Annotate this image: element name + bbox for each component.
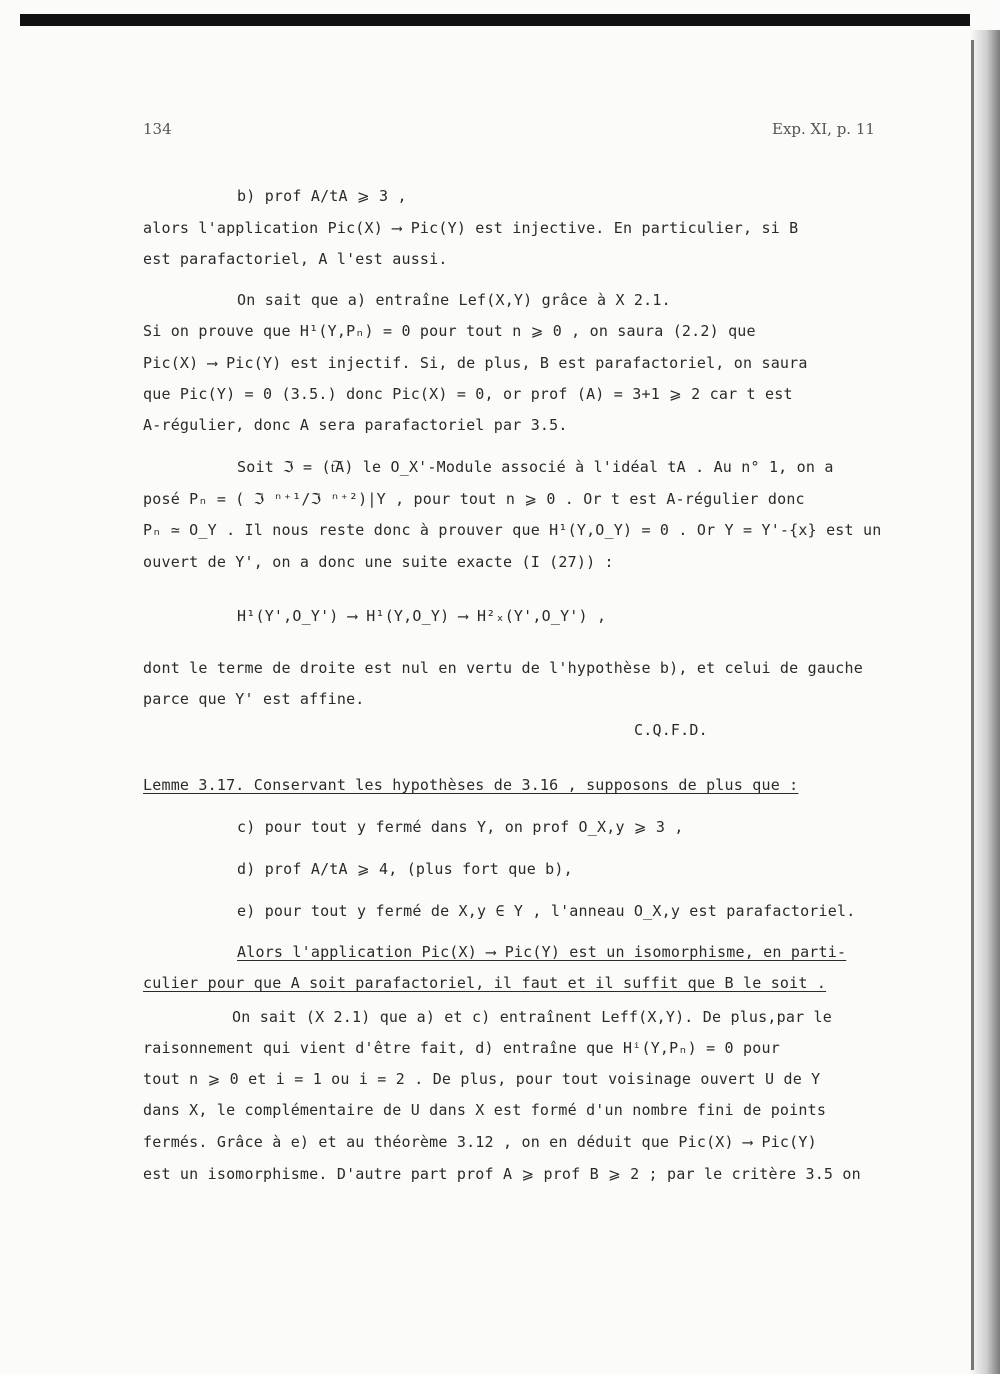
lemma-heading: Lemme 3.17. Conservant les hypothèses de 3.16 , supposons de plus que : xyxy=(143,776,799,794)
text-line: dont le terme de droite est nul en vertu de l'hypothèse b), et celui de gauche xyxy=(143,659,863,677)
page-number: 134 xyxy=(143,120,172,138)
text-line: Si on prouve que H¹(Y,Pₙ) = 0 pour tout n ⩾ 0 , on saura (2.2) que xyxy=(143,322,756,340)
text-line: Pic(X) ⟶ Pic(Y) est injectif. Si, de plus, B est parafactoriel, on saura xyxy=(143,354,808,372)
text-line: ouvert de Y', on a donc une suite exacte (I (27)) : xyxy=(143,553,614,571)
condition-c: c) pour tout y fermé dans Y, on prof O_X,y ⩾ 3 , xyxy=(237,818,684,836)
text-line: raisonnement qui vient d'être fait, d) entraîne que Hⁱ(Y,Pₙ) = 0 pour xyxy=(143,1039,780,1057)
lemma-conclusion: culier pour que A soit parafactoriel, il faut et il suffit que B le soit . xyxy=(143,974,827,992)
running-title: Exp. XI, p. 11 xyxy=(772,120,875,138)
text-line: A-régulier, donc A sera parafactoriel par 3.5. xyxy=(143,416,568,434)
text-line: fermés. Grâce à e) et au théorème 3.12 , on en déduit que Pic(X) ⟶ Pic(Y) xyxy=(143,1133,817,1151)
text-line: On sait que a) entraîne Lef(X,Y) grâce à X 2.1. xyxy=(237,291,671,309)
text-line: Soit ℑ = (t͠A) le O_X'-Module associé à l'idéal tA . Au n° 1, on a xyxy=(237,458,834,476)
condition-d: d) prof A/tA ⩾ 4, (plus fort que b), xyxy=(237,860,573,878)
condition-e: e) pour tout y fermé de X,y ∈ Y , l'anneau O_X,y est parafactoriel. xyxy=(237,902,856,920)
text-line: est un isomorphisme. D'autre part prof A ⩾ prof B ⩾ 2 ; par le critère 3.5 on xyxy=(143,1165,861,1183)
text-line: alors l'application Pic(X) ⟶ Pic(Y) est injective. En particulier, si B xyxy=(143,219,799,237)
text-line: est parafactoriel, A l'est aussi. xyxy=(143,250,448,268)
qed-mark: C.Q.F.D. xyxy=(634,721,708,739)
text-line: dans X, le complémentaire de U dans X est formé d'un nombre fini de points xyxy=(143,1101,827,1119)
lemma-conclusion: Alors l'application Pic(X) ⟶ Pic(Y) est un isomorphisme, en parti- xyxy=(237,943,847,961)
text-line: que Pic(Y) = 0 (3.5.) donc Pic(X) = 0, or prof (A) = 3+1 ⩾ 2 car t est xyxy=(143,385,793,403)
text-line: tout n ⩾ 0 et i = 1 ou i = 2 . De plus, pour tout voisinage ouvert U de Y xyxy=(143,1070,821,1088)
formula-exact-sequence: H¹(Y',O_Y') ⟶ H¹(Y,O_Y) ⟶ H²ₓ(Y',O_Y') , xyxy=(237,607,607,625)
text-line: On sait (X 2.1) que a) et c) entraînent Leff(X,Y). De plus,par le xyxy=(232,1008,832,1026)
text-line: b) prof A/tA ⩾ 3 , xyxy=(237,187,407,205)
text-line: Pₙ ≃ O_Y . Il nous reste donc à prouver que H¹(Y,O_Y) = 0 . Or Y = Y'-{x} est un xyxy=(143,521,882,539)
text-line: parce que Y' est affine. xyxy=(143,690,365,708)
text-line: posé Pₙ = ( ℑ ⁿ⁺¹/ℑ ⁿ⁺²)|Y , pour tout n ⩾ 0 . Or t est A-régulier donc xyxy=(143,490,805,508)
